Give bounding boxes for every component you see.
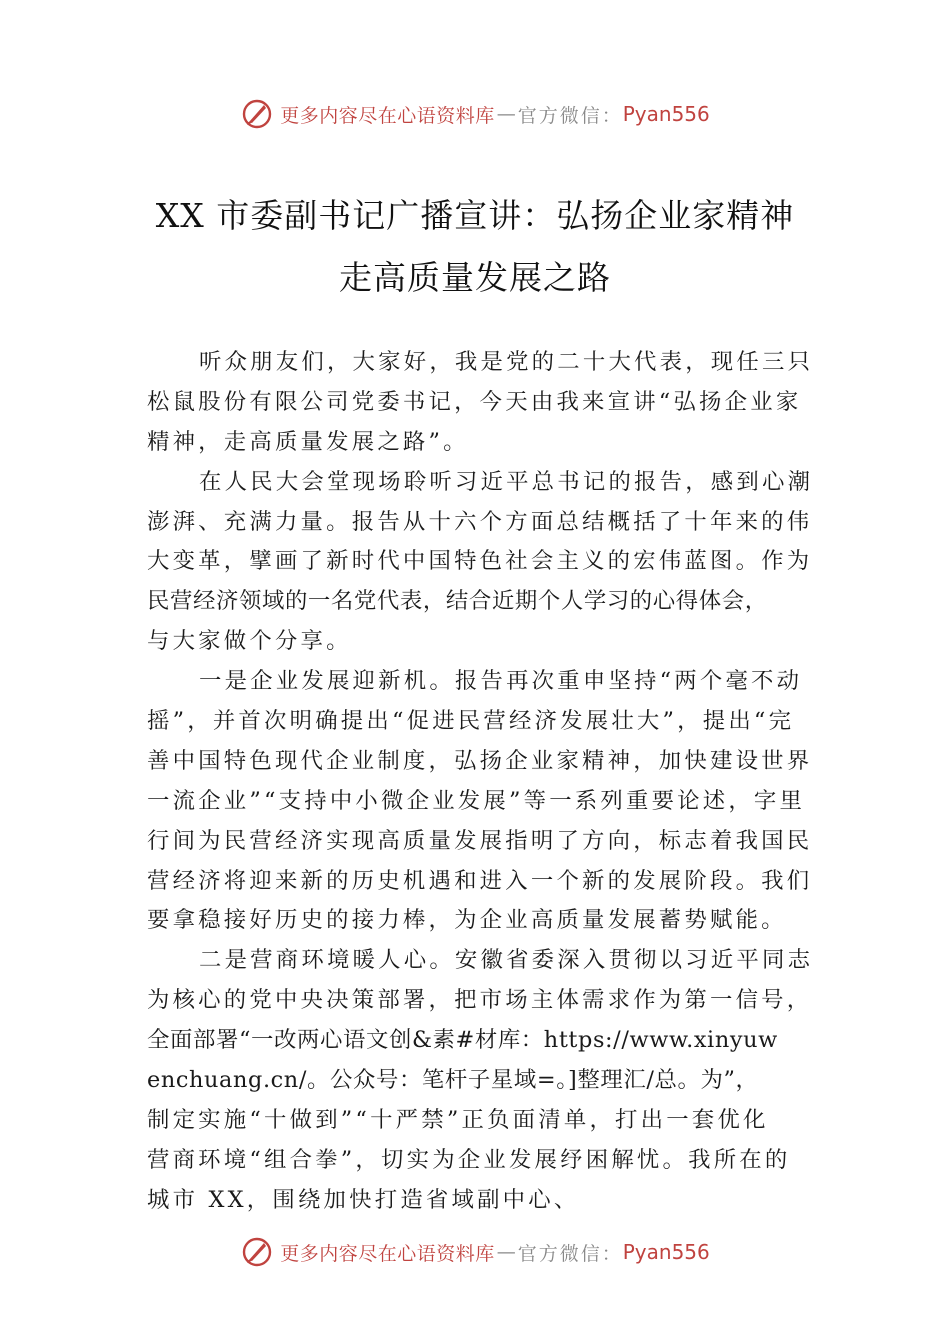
footer-wechat-label: 官方微信： [517,1242,623,1265]
document-title [60,185,890,309]
title-line-1: XX 市委副书记广播宣讲：弘扬企业家精神 [155,196,795,235]
body-line: 一是企业发展迎新机。报告再次重申坚持“两个毫不动 [199,668,803,695]
title-line-2: 走高质量发展之路 [339,258,611,297]
footer-separator: — [496,1241,516,1263]
footer-wechat-id: Pyan556 [622,1240,710,1264]
header-wechat-label: 官方微信： [517,104,623,127]
body-line: 营商环境“组合拳”，切实为企业发展纾困解忧。我所在的 [147,1146,791,1173]
body-line: 澎湃、充满力量。报告从十六个方面总结概括了十年来的伟 [147,508,813,535]
body-line: 要拿稳接好历史的接力棒，为企业高质量发展蓄势赋能。 [147,907,787,934]
body-line: 行间为民营经济实现高质量发展指明了方向，标志着我国民 [147,827,813,854]
quill-logo-icon [240,1235,274,1269]
body-line: 一流企业”“支持中小微企业发展”等一系列重要论述，字里 [147,787,806,814]
header-watermark-banner [0,92,950,136]
body-line: 民营经济领域的一名党代表，结合近期个人学习的心得体会， [147,588,768,615]
body-line: 善中国特色现代企业制度，弘扬企业家精神，加快建设世界 [147,747,813,774]
body-line: 大变革，擘画了新时代中国特色社会主义的宏伟蓝图。作为 [147,548,813,575]
body-line: 精神，走高质量发展之路”。 [147,428,469,455]
body-line: 摇”，并首次明确提出“促进民营经济发展壮大”，提出“完 [147,708,795,735]
body-line: 为核心的党中央决策部署，把市场主体需求作为第一信号， [147,987,813,1014]
body-line: 营经济将迎来新的历史机遇和进入一个新的发展阶段。我们 [147,867,813,894]
body-line: 二是营商环境暖人心。安徽省委深入贯彻以习近平同志 [199,947,814,974]
body-line: 城市 XX，围绕加快打造省域副中心、 [147,1186,580,1213]
body-line: 与大家做个分享。 [147,628,352,655]
quill-logo-icon [240,97,274,131]
header-slogan: 更多内容尽在心语资料库 [280,104,495,127]
footer-watermark-banner [0,1230,950,1274]
body-line: 制定实施“十做到”“十严禁”正负面清单，打出一套优化 [147,1106,769,1133]
body-line: enchuang.cn/。公众号：笔杆子星域=。]整理汇/总。为”， [147,1067,759,1094]
body-line: 在人民大会堂现场聆听习近平总书记的报告，感到心潮 [199,468,814,495]
footer-slogan: 更多内容尽在心语资料库 [280,1242,495,1265]
header-wechat-id: Pyan556 [622,102,710,126]
body-line: 听众朋友们，大家好，我是党的二十大代表，现任三只 [199,349,814,375]
body-line: 全面部署“一改两心语文创&素#材库：https://www.xinyuw [147,1027,778,1054]
body-line: 松鼠股份有限公司党委书记，今天由我来宣讲“弘扬企业家 [147,388,802,415]
document-body [147,343,814,1221]
header-separator: — [496,103,516,125]
